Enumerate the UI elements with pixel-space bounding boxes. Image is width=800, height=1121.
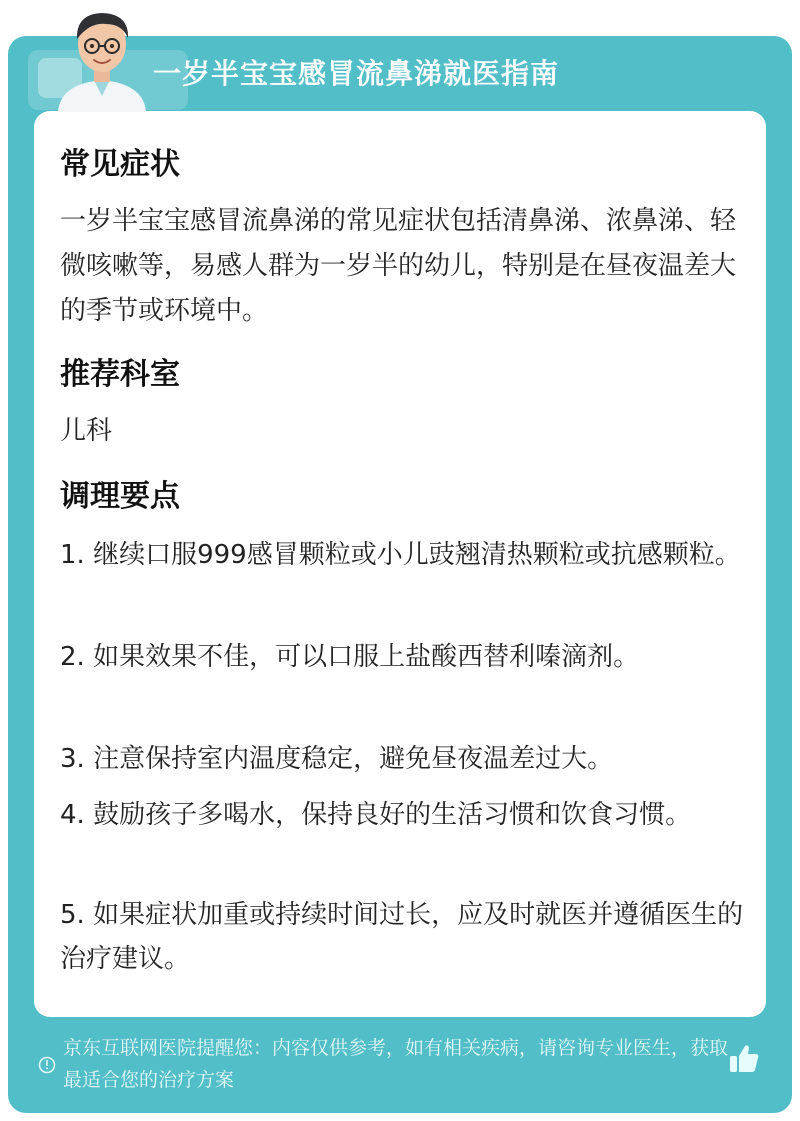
- info-icon: [38, 1056, 56, 1074]
- care-heading: 调理要点: [60, 479, 180, 514]
- care-item: 3. 注意保持室内温度稳定，避免昼夜温差过大。: [60, 744, 614, 774]
- disclaimer-text: 京东互联网医院提醒您：内容仅供参考，如有相关疾病，请咨询专业医生，获取最适合您的治疗方案: [63, 1037, 729, 1091]
- thumbs-up-icon[interactable]: [726, 1041, 762, 1077]
- care-item: 5. 如果症状加重或持续时间过长，应及时就医并遵循医生的治疗建议。: [60, 900, 744, 974]
- page-title: 一岁半宝宝感冒流鼻涕就医指南: [153, 57, 560, 90]
- care-item: 4. 鼓励孩子多喝水，保持良好的生活习惯和饮食习惯。: [60, 800, 692, 830]
- department-heading: 推荐科室: [60, 357, 180, 392]
- care-item: 1. 继续口服999感冒颗粒或小儿豉翘清热颗粒或抗感颗粒。: [60, 540, 741, 570]
- content-card: [34, 111, 766, 1017]
- care-item: 2. 如果效果不佳，可以口服上盐酸西替利嗪滴剂。: [60, 642, 640, 672]
- department-text: 儿科: [60, 416, 113, 446]
- symptoms-text: 一岁半宝宝感冒流鼻涕的常见症状包括清鼻涕、浓鼻涕、轻微咳嗽等，易感人群为一岁半的幼儿，特别是在昼夜温差大的季节或环境中。: [60, 206, 737, 326]
- guide-frame: [8, 36, 792, 1113]
- doctor-avatar: [50, 4, 154, 112]
- symptoms-heading: 常见症状: [60, 147, 180, 182]
